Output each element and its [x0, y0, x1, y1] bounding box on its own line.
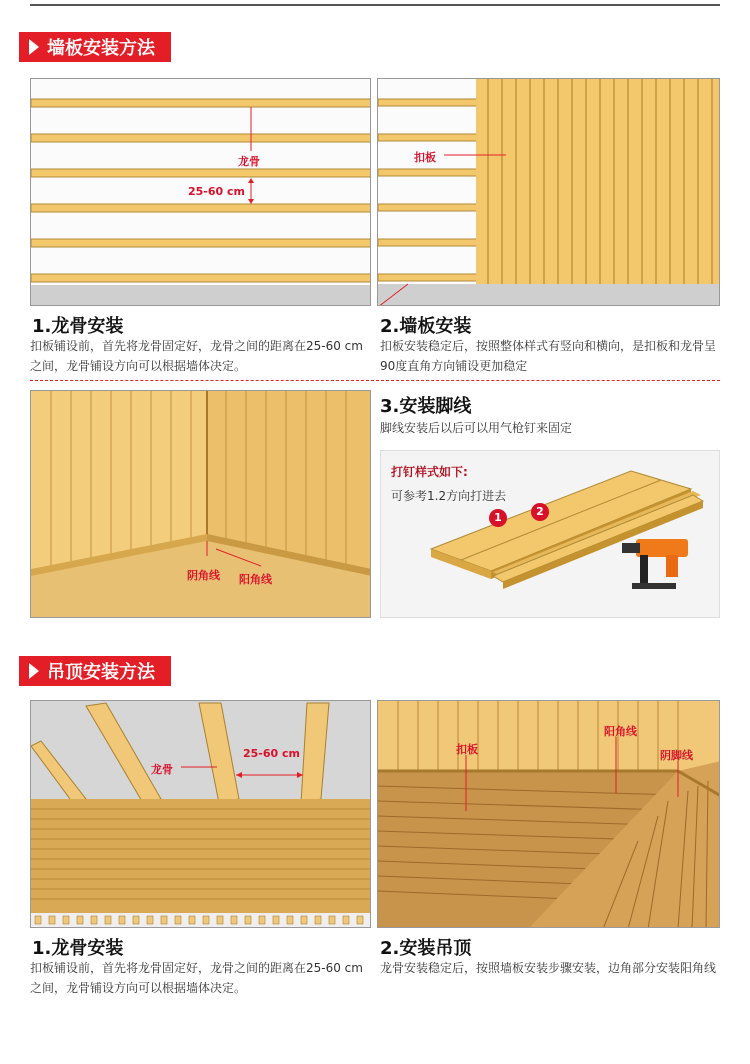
wall-step3-desc: 脚线安装后以后可以用气枪钉来固定 [380, 421, 573, 435]
nail-style-title: 打钉样式如下: [391, 465, 468, 479]
outer-corner-label: 阳角线 [239, 573, 272, 586]
wall-section-header [19, 32, 171, 62]
ceiling-keel-drawing [31, 701, 371, 928]
ceiling-spacing-label: 25-60 cm [243, 747, 300, 760]
ceiling-skirting-label: 阴脚线 [660, 749, 693, 762]
wall-step3-title: 3.安装脚线 [380, 396, 472, 417]
wall-panel-illustration [377, 78, 720, 306]
play-arrow-icon [29, 663, 39, 679]
keel-label: 龙骨 [238, 155, 260, 168]
wall-step1-title: 1.龙骨安装 [32, 316, 124, 337]
nail-style-desc: 可参考1.2方向打进去 [391, 489, 507, 503]
ceiling-section-header [19, 656, 171, 686]
ceiling-section-title: 吊顶安装方法 [47, 662, 155, 683]
wall-step2-desc: 扣板安装稳定后，按照整体样式有竖向和横向，是扣板和龙骨呈90度直角方向铺设更加稳定 [380, 339, 717, 373]
play-arrow-icon [29, 39, 39, 55]
ceiling-step1-desc: 扣板铺设前，首先将龙骨固定好，龙骨之间的距离在25-60 cm之间，龙骨铺设方向可以根据墙体决定。 [30, 961, 363, 995]
wall-step2-title: 2.墙板安装 [380, 316, 472, 337]
corner-line-illustration [30, 390, 371, 618]
corner-drawing [31, 391, 371, 618]
wall-keel-illustration [30, 78, 371, 306]
wall-step1-desc: 扣板铺设前，首先将龙骨固定好，龙骨之间的距离在25-60 cm之间，龙骨铺设方向可以根据墙体决定。 [30, 339, 363, 373]
ceiling-keel-label: 龙骨 [151, 763, 173, 776]
wall-panel-drawing [378, 79, 720, 306]
inner-corner-label: 阴角线 [187, 569, 220, 582]
ceiling-step1-title: 1.龙骨安装 [32, 938, 124, 959]
ceiling-step2-title: 2.安装吊顶 [380, 938, 472, 959]
ceiling-clip-label: 扣板 [456, 743, 478, 756]
nail-mark-2: 2 [531, 503, 549, 521]
ceiling-finish-drawing [378, 701, 720, 928]
section-divider [30, 380, 720, 381]
clip-board-label: 扣板 [414, 151, 436, 164]
nail-mark-1: 1 [489, 509, 507, 527]
ceiling-outer-corner-label: 阳角线 [604, 725, 637, 738]
nailing-illustration [380, 450, 720, 618]
spacing-label: 25-60 cm [188, 185, 245, 198]
ceiling-finish-illustration [377, 700, 720, 928]
ceiling-step2-desc: 龙骨安装稳定后，按照墙板安装步骤安装，边角部分安装阳角线 [380, 961, 717, 975]
ceiling-keel-illustration [30, 700, 371, 928]
wall-section-title: 墙板安装方法 [47, 38, 155, 59]
top-divider [30, 4, 720, 6]
